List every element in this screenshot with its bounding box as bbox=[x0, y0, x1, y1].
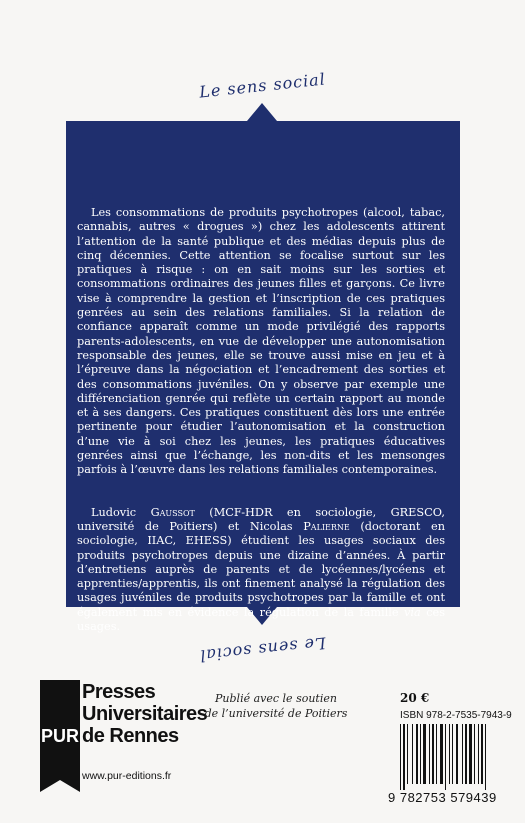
author1-first: Ludovic bbox=[91, 505, 151, 519]
support-line1: Publié avec le soutien bbox=[215, 692, 337, 705]
support-note bbox=[196, 691, 356, 721]
author2-last: Palierne bbox=[303, 519, 350, 533]
logo-letters: PUR bbox=[40, 726, 80, 746]
publisher-name bbox=[82, 681, 207, 747]
via-word: via bbox=[404, 605, 421, 619]
series-name-top: Le sens social bbox=[198, 69, 327, 102]
authors-tail: ces usages. bbox=[77, 605, 445, 634]
authors-paragraph bbox=[77, 506, 445, 635]
support-line2: de l’université de Poitiers bbox=[204, 707, 348, 720]
barcode-digits: 9 782753 579439 bbox=[388, 790, 497, 805]
author1-affil: (MCF-HDR en sociologie, GRESCO, université de Poitiers) et bbox=[77, 505, 445, 533]
series-name-bottom: Le sens social bbox=[198, 633, 327, 666]
publisher-line2: Universitaires bbox=[82, 703, 208, 725]
isbn: ISBN 978-2-7535-7943-9 bbox=[400, 710, 512, 721]
price: 20 € bbox=[400, 691, 430, 705]
author2-affil: (doctorant en sociologie, IIAC, EHESS) étudient les usages sociaux des produits psychotropes depuis une dizaine d’années. À partir d’entretiens auprès de parents et de lycéennes/lycéens et apprenties/apprentis, ils ont finement analysé la régulation des usages juvéniles de produits psychotropes par la famille et ont également mis en évidence la régulation de la famille bbox=[77, 519, 445, 619]
publisher-website[interactable]: www.pur-editions.fr bbox=[82, 770, 172, 782]
back-cover-text bbox=[77, 206, 445, 634]
author1-last: Gaussot bbox=[150, 505, 195, 519]
author2-first: Nicolas bbox=[249, 519, 304, 533]
publisher-line1: Presses bbox=[82, 681, 156, 703]
pur-logo-icon bbox=[36, 680, 84, 798]
barcode-icon bbox=[396, 724, 506, 790]
publisher-line3: de Rennes bbox=[82, 725, 179, 747]
blurb-paragraph: Les consommations de produits psychotropes (alcool, tabac, cannabis, autres « drogues ») chez les adolescents attirent l’attention de la santé publique et des médias depuis plus de cinq décennies. Cette attention se focalise surtout sur les pratiques à risque : on en sait moins sur les sorties et consommations ordinaires des jeunes filles et garçons. Ce livre vise à comprendre la gestion et l’inscription de ces pratiques genrées au sein des relations familiales. Si la relation de confiance apparaît comme un mode privilégié des rapports parents-adolescents, en vue de développer une autonomisation responsable des jeunes, elle se trouve aussi mise en jeu et à l’épreuve dans la négociation et l’encadrement des sorties et des consommations juvéniles. On y observe par exemple une différenciation genrée qui reflète un certain rapport au monde et à ses dangers. Ces pratiques constituent dès lors une entrée pertinente pour étudier l’autonomisation et la construction d’une vie à soi chez les jeunes, les pratiques éducatives genrées ainsi que l’échange, les non-dits et les mensonges parfois à l’œuvre dans les relations familiales contemporaines. bbox=[77, 206, 445, 477]
